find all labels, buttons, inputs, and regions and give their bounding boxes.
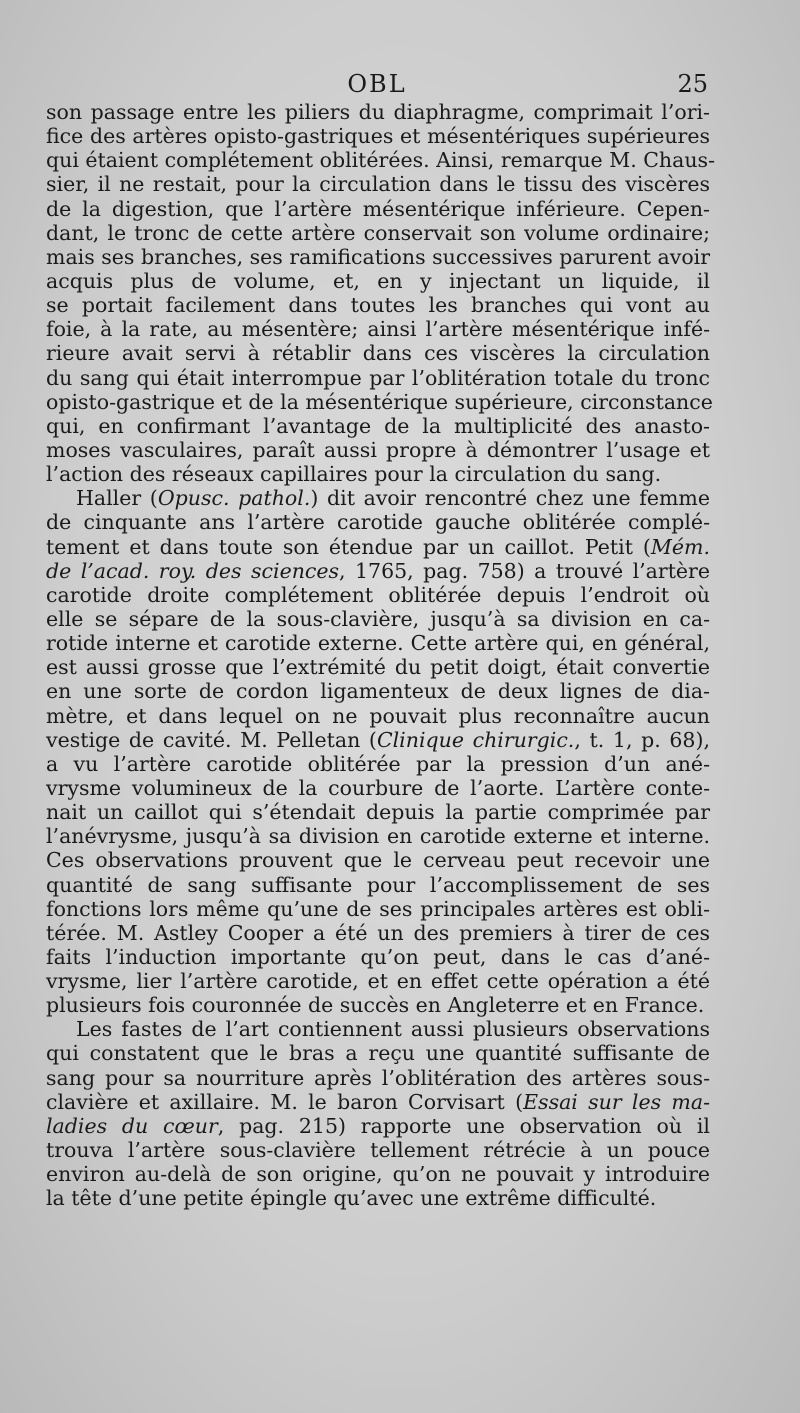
text-segment: qui étaient complétement oblitérées. Ainsi, remarque M. Chaus- (46, 148, 715, 173)
text-segment: foie, à la rate, au mésentère; ainsi l’artère mésentérique infé- (46, 317, 710, 342)
text-segment: qui constatent que le bras a reçu une quantité suffisante de (46, 1041, 710, 1066)
text-line (46, 559, 710, 583)
running-head-title: OBL (347, 70, 407, 98)
text-line (46, 414, 710, 438)
text-segment: carotide droite complétement oblitérée depuis l’endroit où (46, 582, 710, 607)
text-segment: dant, le tronc de cette artère conservait son volume ordinaire; (46, 220, 710, 245)
text-segment: son passage entre les piliers du diaphragme, comprimait l’ori- (46, 100, 710, 124)
text-segment: vestige de cavité. M. Pelletan ( (46, 727, 377, 752)
text-line (46, 148, 715, 173)
text-segment: Ces observations prouvent que le cerveau peut recevoir une (46, 848, 710, 873)
text-line (46, 269, 710, 293)
text-segment: mètre, et dans lequel on ne pouvait plus reconnaître aucun (46, 703, 710, 728)
text-segment: mais ses branches, ses ramifications successives parurent avoir (46, 244, 711, 269)
text-line (46, 1186, 710, 1210)
text-line (46, 969, 710, 993)
body-text (46, 100, 715, 1211)
text-line (46, 679, 710, 703)
text-line (46, 1041, 710, 1065)
text-line (46, 100, 710, 124)
text-segment: acquis plus de volume, et, en y injectant un liquide, il (46, 268, 710, 293)
text-segment: térée. M. Astley Cooper a été un des premiers à tirer de ces (46, 920, 710, 945)
text-line (46, 1017, 710, 1041)
text-segment: opisto-gastrique et de la mésentérique supérieure, circonstance (46, 389, 713, 414)
text-line (46, 728, 710, 752)
text-line (46, 1066, 710, 1090)
text-line (46, 341, 710, 365)
text-line (46, 366, 710, 390)
text-segment: , t. 1, p. 68), (574, 727, 710, 752)
text-line (46, 897, 710, 921)
text-line (46, 1162, 710, 1186)
text-segment: l’action des réseaux capillaires pour la circulation du sang. (46, 462, 662, 487)
text-line (46, 776, 710, 800)
text-line (46, 221, 710, 245)
text-segment: elle se sépare de la sous-clavière, jusqu’à sa division en ca- (46, 606, 710, 631)
text-segment: se portait facilement dans toutes les branches qui vont au (46, 293, 710, 318)
text-segment: a vu l’artère carotide oblitérée par la pression d’un ané- (46, 751, 710, 776)
text-line (46, 535, 710, 559)
text-line (46, 631, 710, 655)
text-segment: la tête d’une petite épingle qu’avec une extrême difficulté. (46, 1186, 657, 1211)
text-line (46, 848, 710, 872)
text-segment: de la digestion, que l’artère mésentérique inférieure. Cepen- (46, 196, 710, 221)
text-segment: qui, en confirmant l’avantage de la multiplicité des anasto- (46, 413, 710, 438)
text-segment: de cinquante ans l’artère carotide gauche oblitérée complé- (46, 510, 710, 535)
running-head (46, 70, 708, 100)
text-line (46, 124, 710, 148)
text-segment: , pag. 215) rapporte une observation où il (217, 1113, 710, 1138)
text-line (46, 1090, 710, 1114)
text-line (46, 438, 710, 462)
italic-citation: Opusc. pathol. (157, 486, 311, 511)
text-line (46, 1138, 710, 1162)
text-segment: rieure avait servi à rétablir dans ces viscères la circulation (46, 341, 710, 366)
text-segment: tement et dans toute son étendue par un caillot. Petit ( (46, 534, 651, 559)
italic-citation: ladies du cœur (46, 1113, 218, 1138)
text-segment: trouva l’artère sous-clavière tellement rétrécie à un pouce (46, 1138, 710, 1163)
text-segment: vrysme volumineux de la courbure de l’aorte. L’artère conte- (46, 775, 710, 800)
text-line (46, 462, 710, 486)
text-line (46, 824, 710, 848)
text-segment: sier, il ne restait, pour la circulation dans le tissu des viscères (46, 172, 710, 197)
text-line (46, 293, 710, 317)
text-segment: Haller ( (76, 486, 158, 511)
text-segment: faits l’induction importante qu’on peut, dans le cas d’ané- (46, 944, 710, 969)
text-segment: quantité de sang suffisante pour l’accomplissement de ses (46, 872, 710, 897)
italic-citation: Mém. (650, 534, 710, 559)
text-segment: fonctions lors même qu’une de ses principales artères est obli- (46, 896, 710, 921)
text-line (46, 873, 710, 897)
text-segment: sang pour sa nourriture après l’oblitération des artères sous- (46, 1065, 710, 1090)
text-line (46, 607, 710, 631)
text-segment: rotide interne et carotide externe. Cette artère qui, en général, (46, 631, 710, 656)
text-line (46, 317, 710, 341)
text-line (46, 921, 710, 945)
text-line (46, 389, 713, 414)
text-segment: l’anévrysme, jusqu’à sa division en carotide externe et interne. (46, 824, 710, 849)
text-segment: du sang qui était interrompue par l’oblitération totale du tronc (46, 365, 710, 390)
text-segment: est aussi grosse que l’extrémité du petit doigt, était convertie (46, 655, 710, 680)
italic-citation: Essai sur les ma- (523, 1089, 711, 1114)
text-line (46, 486, 710, 510)
text-line (46, 172, 710, 196)
text-segment: moses vasculaires, paraît aussi propre à démontrer l’usage et (46, 437, 710, 462)
text-line (46, 752, 710, 776)
text-line (46, 993, 710, 1017)
text-line (46, 655, 710, 679)
page-number: 25 (677, 70, 708, 98)
text-segment: , 1765, pag. 758) a trouvé l’artère (339, 558, 710, 583)
text-line (46, 510, 710, 534)
text-line (46, 583, 710, 607)
text-segment: fice des artères opisto-gastriques et mésentériques supérieures (46, 124, 710, 149)
text-segment: plusieurs fois couronnée de succès en Angleterre et en France. (46, 993, 705, 1018)
text-segment: vrysme, lier l’artère carotide, et en effet cette opération a été (46, 969, 710, 994)
text-segment: environ au-delà de son origine, qu’on ne pouvait y introduire (46, 1162, 710, 1187)
italic-citation: Clinique chirurgic. (376, 727, 575, 752)
text-segment: en une sorte de cordon ligamenteux de deux lignes de dia- (46, 679, 710, 704)
text-line (46, 704, 710, 728)
text-segment: ) dit avoir rencontré chez une femme (310, 486, 710, 511)
text-line (46, 245, 710, 269)
text-line (46, 945, 710, 969)
text-line (46, 1114, 710, 1138)
text-line (46, 197, 710, 221)
text-segment: clavière et axillaire. M. le baron Corvisart ( (46, 1089, 524, 1114)
text-line (46, 800, 710, 824)
italic-citation: de l’acad. roy. des sciences (46, 558, 340, 583)
text-segment: Les fastes de l’art contiennent aussi plusieurs observations (76, 1017, 710, 1042)
text-segment: nait un caillot qui s’étendait depuis la partie comprimée par (46, 800, 710, 825)
